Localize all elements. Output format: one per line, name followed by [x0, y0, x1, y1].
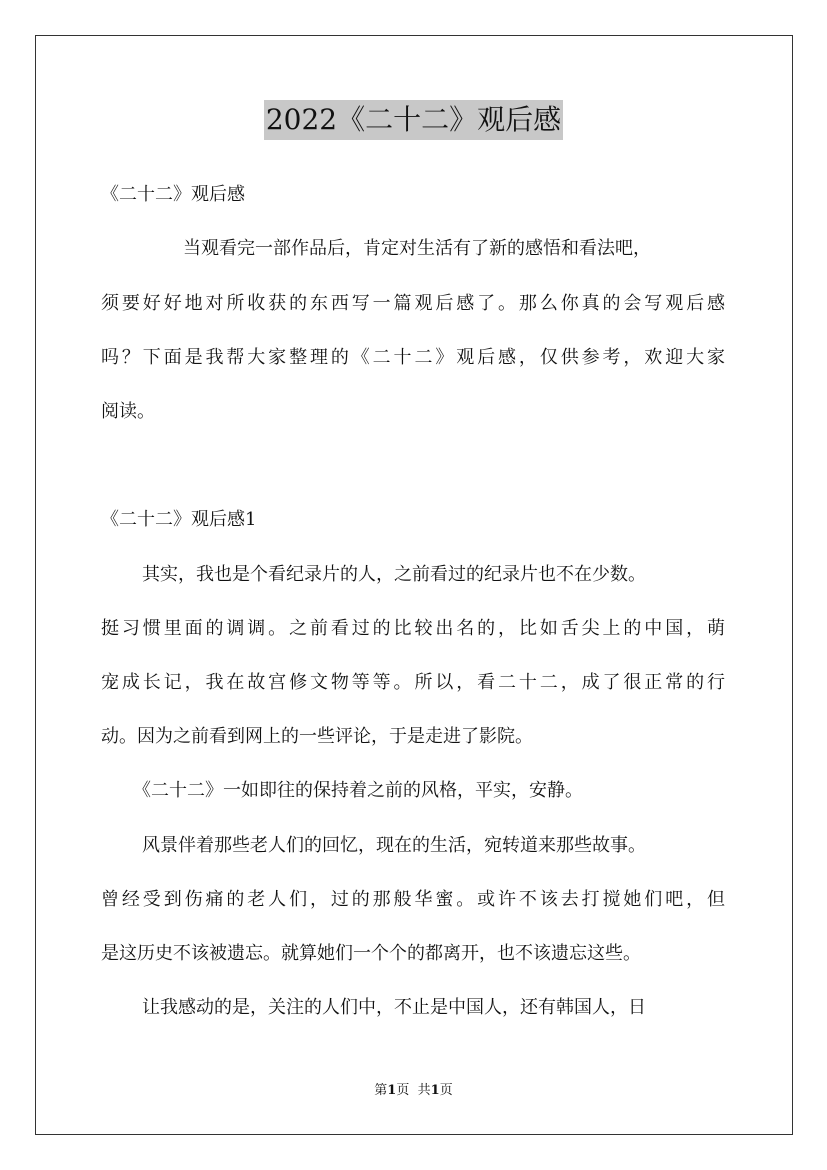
body-line: 曾经受到伤痛的老人们，过的那般华蜜。或许不该去打搅她们吧，但 — [101, 889, 725, 910]
body-line: 动。因为之前看到网上的一些评论，于是走进了影院。 — [101, 726, 533, 747]
body-line: 是这历史不该被遗忘。就算她们一个个的都离开，也不该遗忘这些。 — [101, 943, 641, 964]
page-footer — [0, 1082, 827, 1100]
body-line: 风景伴着那些老人们的回忆，现在的生活，宛转道来那些故事。 — [142, 835, 646, 856]
footer-page-suffix: 页 — [396, 1083, 410, 1098]
document-title: 2022《二十二》观后感 — [264, 100, 563, 140]
body-line: 让我感动的是，关注的人们中，不止是中国人，还有韩国人，日 — [142, 997, 646, 1018]
footer-total-prefix: 共 — [417, 1083, 431, 1098]
footer-page-prefix: 第 — [374, 1083, 388, 1098]
footer-page-number: 1 — [387, 1083, 397, 1098]
intro-line: 当观看完一部作品后，肯定对生活有了新的感悟和看法吧， — [183, 238, 651, 259]
body-line: 宠成长记，我在故宫修文物等等。所以，看二十二，成了很正常的行 — [101, 672, 725, 693]
body-line: 其实，我也是个看纪录片的人，之前看过的纪录片也不在少数。 — [142, 564, 646, 585]
intro-line: 阅读。 — [101, 401, 155, 422]
body-line: 《二十二》一如即往的保持着之前的风格，平实，安静。 — [133, 780, 583, 801]
body-line: 挺习惯里面的调调。之前看过的比较出名的，比如舌尖上的中国，萌 — [101, 618, 725, 639]
section-heading: 《二十二》观后感1 — [101, 509, 257, 530]
footer-total-suffix: 页 — [439, 1083, 453, 1098]
intro-line: 吗？下面是我帮大家整理的《二十二》观后感，仅供参考，欢迎大家 — [101, 347, 725, 368]
footer-total-number: 1 — [430, 1083, 440, 1098]
subtitle: 《二十二》观后感 — [101, 184, 245, 205]
intro-line: 须要好好地对所收获的东西写一篇观后感了。那么你真的会写观后感 — [101, 293, 725, 314]
title-container — [0, 100, 827, 140]
